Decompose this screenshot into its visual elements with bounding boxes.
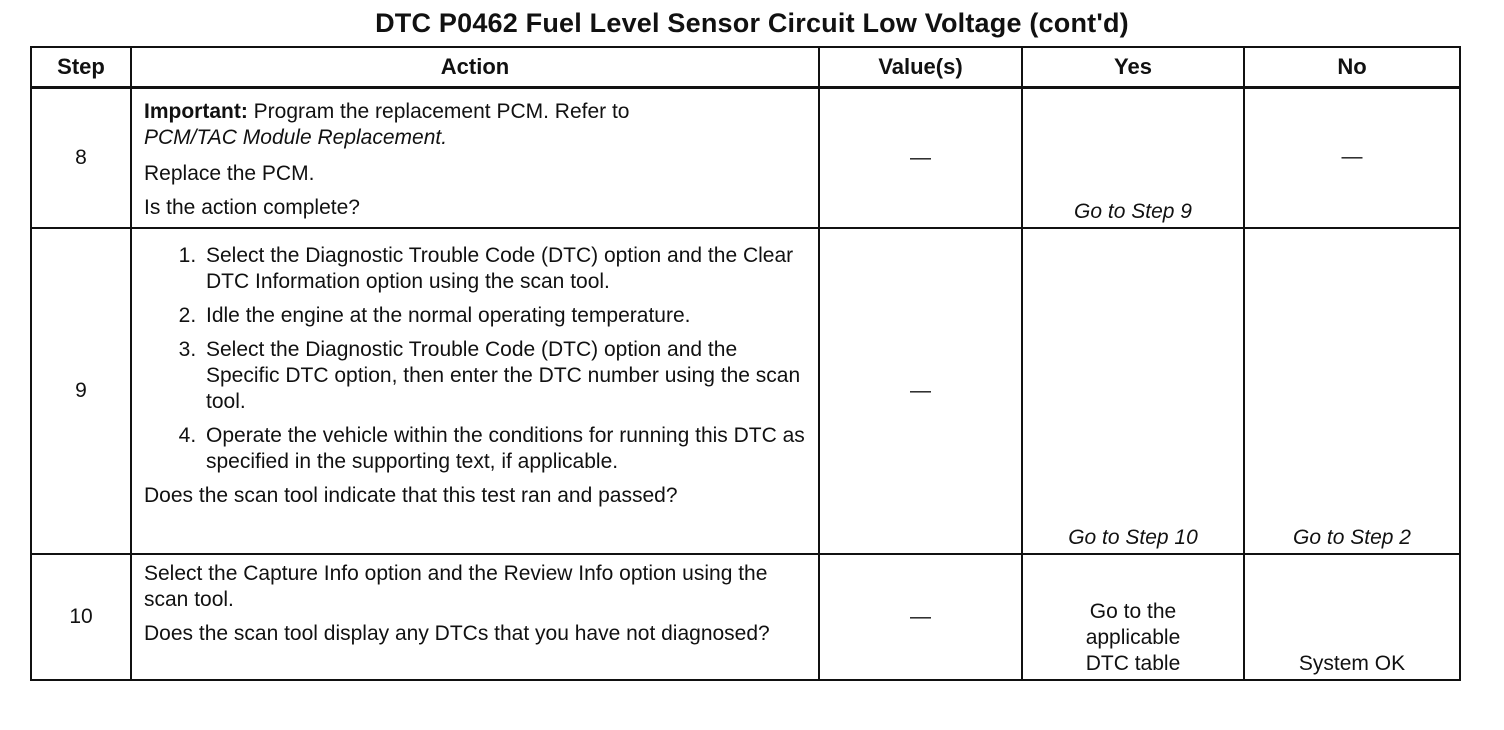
value-cell: — [819, 228, 1022, 554]
dtc-table [30, 46, 1461, 681]
step-number: 9 [31, 228, 131, 554]
header-no: No [1244, 47, 1460, 88]
list-item: 1. Select the Diagnostic Trouble Code (DTC) option and the Clear DTC Information option using the scan tool. [202, 243, 810, 295]
header-action: Action [131, 47, 819, 88]
important-text: Program the replacement PCM. Refer to [247, 100, 630, 123]
action-cell [131, 228, 819, 554]
table-row [31, 554, 1460, 680]
header-step: Step [31, 47, 131, 88]
step-number: 10 [31, 554, 131, 680]
action-cell [131, 554, 819, 680]
no-cell: System OK [1244, 554, 1460, 680]
header-row [31, 47, 1460, 88]
important-label: Important: [144, 100, 248, 123]
no-cell: Go to Step 2 [1244, 228, 1460, 554]
yes-cell: Go to Step 10 [1022, 228, 1244, 554]
value-cell: — [819, 554, 1022, 680]
action-line: Select the Capture Info option and the Review Info option using the scan tool. [144, 561, 768, 611]
list-item: 3. Select the Diagnostic Trouble Code (DTC) option and the Specific DTC option, then enter the DTC number using the scan tool. [202, 337, 810, 415]
reference-text: PCM/TAC Module Replacement. [144, 126, 448, 149]
value-cell: — [819, 88, 1022, 228]
list-item: 4. Operate the vehicle within the conditions for running this DTC as specified in the supporting text, if applicable. [202, 423, 810, 475]
page-title: DTC P0462 Fuel Level Sensor Circuit Low Voltage (cont'd) [375, 8, 1129, 38]
action-line: Replace the PCM. [144, 162, 315, 185]
question-text: Is the action complete? [144, 196, 360, 219]
action-cell [131, 88, 819, 228]
yes-cell: Go to the applicable DTC table [1022, 554, 1244, 680]
procedure-list [144, 243, 810, 475]
header-values: Value(s) [819, 47, 1022, 88]
list-item: 2. Idle the engine at the normal operating temperature. [202, 303, 810, 329]
header-yes: Yes [1022, 47, 1244, 88]
step-number: 8 [31, 88, 131, 228]
table-row [31, 228, 1460, 554]
question-text: Does the scan tool indicate that this test ran and passed? [144, 483, 678, 507]
important-note [144, 99, 810, 125]
yes-cell: Go to Step 9 [1022, 88, 1244, 228]
no-cell: — [1244, 88, 1460, 228]
question-text: Does the scan tool display any DTCs that you have not diagnosed? [144, 621, 770, 645]
table-row [31, 88, 1460, 228]
